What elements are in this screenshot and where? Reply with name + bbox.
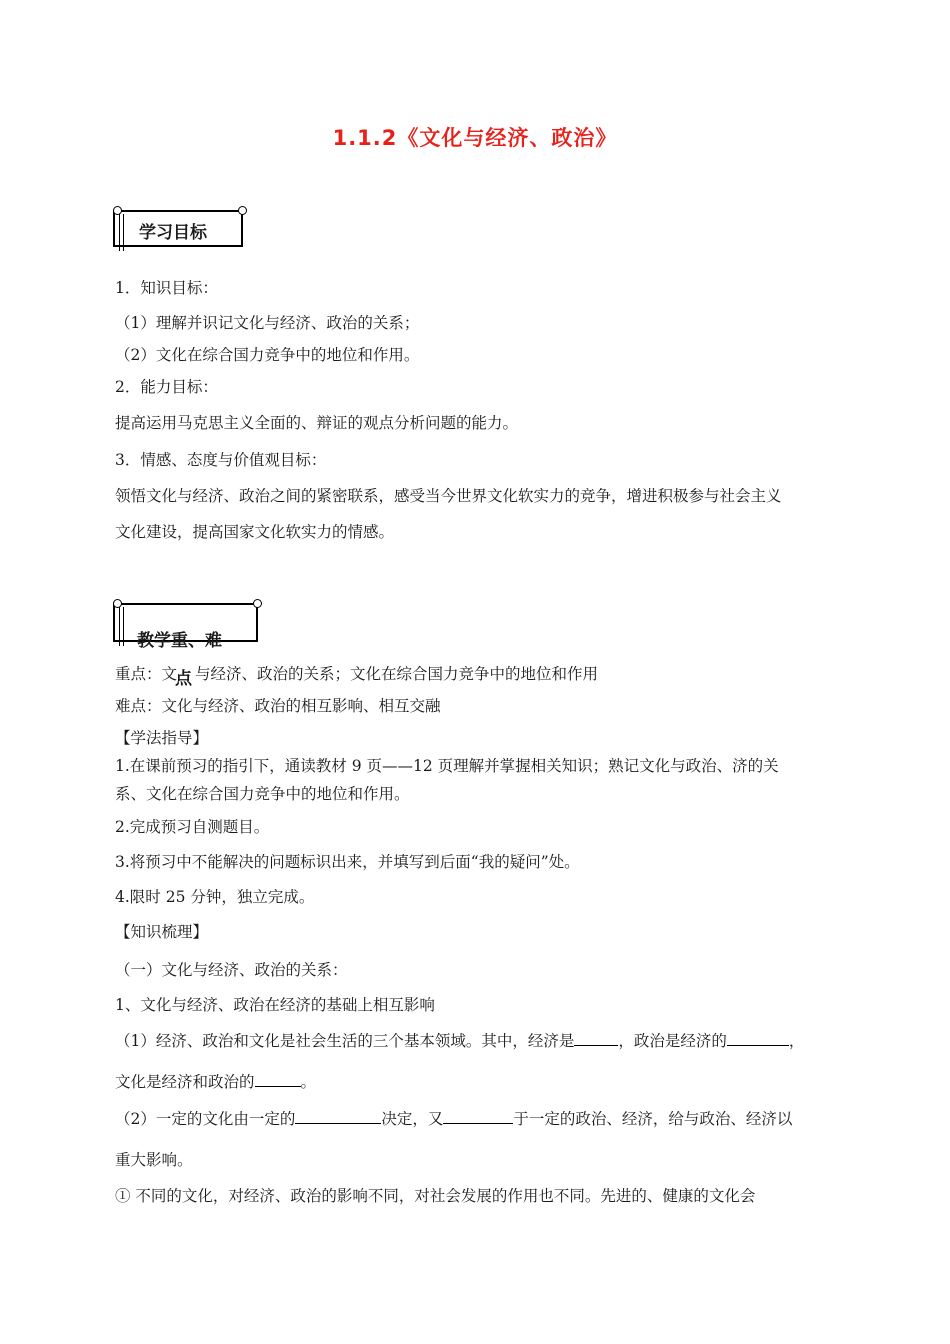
text-line: （1）理解并识记文化与经济、政治的关系；	[115, 314, 420, 332]
question-text: 于一定的政治、经济，给与政治、经济以	[513, 1110, 793, 1128]
question-text: ，政治是经济的	[618, 1032, 727, 1050]
answer-blank[interactable]	[443, 1109, 513, 1124]
question-text: 文化是经济和政治的	[115, 1073, 255, 1091]
scroll-curl	[238, 206, 247, 215]
scroll-decoration	[119, 214, 124, 251]
knowledge-heading: 【知识梳理】	[115, 923, 209, 941]
text-line: 重大影响。	[115, 1151, 193, 1169]
fill-in-question	[115, 1070, 316, 1092]
scroll-curl	[113, 206, 122, 215]
answer-blank[interactable]	[574, 1031, 618, 1046]
key-point-label: 重点：文	[115, 665, 178, 683]
answer-blank[interactable]	[255, 1072, 301, 1087]
scroll-curl	[253, 599, 262, 608]
text-line: 3.将预习中不能解决的问题标识出来，并填写到后面“我的疑问”处。	[115, 853, 580, 871]
section-heading-overflow: 点	[175, 669, 192, 689]
text-line: 领悟文化与经济、政治之间的紧密联系，感受当今世界文化软实力的竞争，增进积极参与社会主义	[115, 487, 782, 505]
text-line: （一）文化与经济、政治的关系：	[115, 961, 348, 979]
answer-blank[interactable]	[295, 1109, 381, 1124]
question-text: （1）经济、政治和文化是社会生活的三个基本领域。其中，经济是	[115, 1032, 575, 1050]
key-point-text: 与经济、政治的关系；文化在综合国力竞争中的地位和作用	[195, 665, 599, 683]
text-line: 3．情感、态度与价值观目标：	[115, 451, 327, 469]
text-line: 4.限时 25 分钟，独立完成。	[115, 888, 315, 906]
text-line: 提高运用马克思主义全面的、辩证的观点分析问题的能力。	[115, 414, 519, 432]
scroll-decoration	[119, 607, 124, 646]
answer-blank[interactable]	[727, 1031, 789, 1046]
fill-in-question	[115, 1029, 804, 1051]
difficult-point: 难点：文化与经济、政治的相互影响、相互交融	[115, 697, 441, 715]
section-heading: 学习目标	[139, 223, 207, 243]
text-line: ① 不同的文化，对经济、政治的影响不同，对社会发展的作用也不同。先进的、健康的文化会	[115, 1187, 756, 1205]
guide-heading: 【学法指导】	[115, 729, 209, 747]
text-line: （2）文化在综合国力竞争中的地位和作用。	[115, 346, 420, 364]
text-line: 2.完成预习自测题目。	[115, 818, 270, 836]
text-line: 1、文化与经济、政治在经济的基础上相互影响	[115, 996, 435, 1014]
text-line: 1．知识目标：	[115, 279, 218, 297]
text-line: 文化建设，提高国家文化软实力的情感。	[115, 523, 395, 541]
text-line: 1.在课前预习的指引下，通读教材 9 页——12 页理解并掌握相关知识；熟记文化与政治、济的关	[115, 757, 779, 775]
question-text: 。	[300, 1073, 317, 1091]
question-text: ，	[788, 1032, 805, 1050]
question-text: 决定，又	[381, 1110, 444, 1128]
text-line: 系、文化在综合国力竞争中的地位和作用。	[115, 785, 410, 803]
question-text: （2）一定的文化由一定的	[115, 1110, 296, 1128]
fill-in-question	[115, 1107, 792, 1129]
section-heading: 教学重、难	[137, 631, 222, 651]
page-title: 1.1.2《文化与经济、政治》	[332, 126, 618, 150]
scroll-curl	[113, 599, 122, 608]
text-line: 2．能力目标：	[115, 378, 218, 396]
